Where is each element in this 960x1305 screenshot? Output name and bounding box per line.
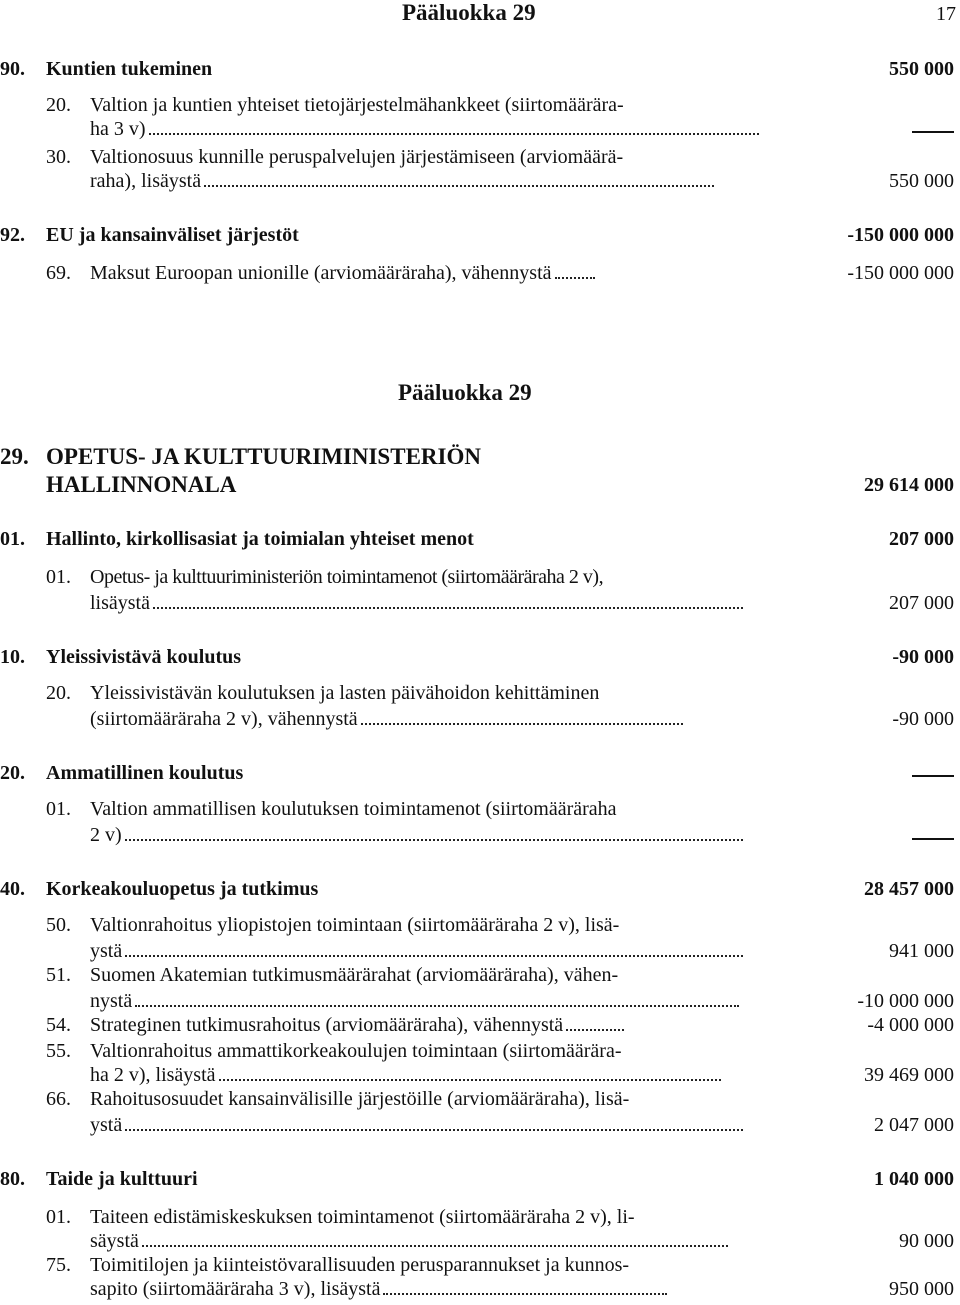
item-number: 01. — [46, 798, 71, 820]
section-80-title: Taide ja kulttuuri — [46, 1168, 198, 1190]
section-40-amount: 28 457 000 — [864, 878, 954, 900]
section-20-title: Ammatillinen koulutus — [46, 762, 244, 784]
item-amount: 2 047 000 — [874, 1114, 954, 1136]
dot-leader — [555, 276, 595, 279]
ministry-title-line2: HALLINNONALA — [46, 472, 237, 497]
item-number: 51. — [46, 964, 71, 986]
section-01-title: Hallinto, kirkollisasiat ja toimialan yhteiset menot — [46, 528, 474, 550]
item-amount: 550 000 — [889, 170, 954, 192]
section-90-title: Kuntien tukeminen — [46, 58, 213, 80]
ministry-title-line1: OPETUS- JA KULTTUURIMINISTERIÖN — [46, 444, 481, 469]
section-10-amount: -90 000 — [892, 646, 954, 668]
item-amount: -90 000 — [892, 708, 954, 730]
item-text-line1: Suomen Akatemian tutkimusmäärärahat (arviomääräraha), vähen- — [90, 964, 619, 986]
dot-leader — [219, 1078, 721, 1081]
item-text-line2: sapito (siirtomääräraha 3 v), lisäystä — [90, 1278, 667, 1301]
dash-amount — [912, 775, 954, 777]
item-amount: -4 000 000 — [867, 1014, 954, 1036]
item-number: 54. — [46, 1014, 71, 1036]
dot-leader — [361, 722, 683, 725]
item-amount: -10 000 000 — [857, 990, 954, 1012]
section-90-amount: 550 000 — [889, 58, 954, 80]
section-01-number: 01. — [0, 528, 25, 550]
dash-amount — [912, 838, 954, 840]
item-number: 01. — [46, 566, 71, 588]
dot-leader — [125, 1128, 743, 1131]
item-number: 30. — [46, 146, 71, 168]
item-text-line1: Valtionrahoitus yliopistojen toimintaan (siirtomääräraha 2 v), lisä- — [90, 914, 620, 936]
ministry-amount: 29 614 000 — [864, 474, 954, 496]
section-90-number: 90. — [0, 58, 25, 80]
section-40-title: Korkeakouluopetus ja tutkimus — [46, 878, 319, 900]
dot-leader — [149, 132, 759, 135]
section-80-number: 80. — [0, 1168, 25, 1190]
main-title: Pääluokka 29 — [398, 380, 532, 405]
item-number: 69. — [46, 262, 71, 284]
dot-leader — [142, 1244, 728, 1247]
item-text-line2: nystä — [90, 990, 739, 1013]
item-text-line1: Taiteen edistämiskeskuksen toimintamenot (siirtomääräraha 2 v), li- — [90, 1206, 635, 1228]
item-number: 20. — [46, 94, 71, 116]
ministry-number: 29. — [0, 444, 29, 469]
item-amount: 941 000 — [889, 940, 954, 962]
dot-leader — [204, 184, 714, 187]
section-20-number: 20. — [0, 762, 25, 784]
item-number: 01. — [46, 1206, 71, 1228]
item-text-line2: ystä — [90, 1114, 743, 1137]
section-10-number: 10. — [0, 646, 25, 668]
item-text-line1: Strateginen tutkimusrahoitus (arviomääräraha), vähennystä — [90, 1014, 624, 1037]
item-number: 75. — [46, 1254, 71, 1276]
section-10-title: Yleissivistävä koulutus — [46, 646, 242, 668]
dot-leader — [135, 1004, 739, 1007]
item-amount: 90 000 — [899, 1230, 954, 1252]
item-text-line1: Rahoitusosuudet kansainvälisille järjestöille (arviomääräraha), lisä- — [90, 1088, 630, 1110]
page-header-title: Pääluokka 29 — [402, 0, 536, 25]
item-amount: -150 000 000 — [847, 262, 954, 284]
section-40-number: 40. — [0, 878, 25, 900]
section-92-title: EU ja kansainväliset järjestöt — [46, 224, 299, 246]
item-number: 20. — [46, 682, 71, 704]
item-text-line1: Valtion ja kuntien yhteiset tietojärjestelmähankkeet (siirtomäärära- — [90, 94, 624, 116]
item-amount: 207 000 — [889, 592, 954, 614]
dot-leader — [566, 1028, 624, 1031]
dot-leader — [153, 606, 743, 609]
item-text-line2: lisäystä — [90, 592, 743, 615]
page-number: 17 — [936, 3, 956, 25]
item-amount: 950 000 — [889, 1278, 954, 1300]
section-80-amount: 1 040 000 — [874, 1168, 954, 1190]
dot-leader — [383, 1292, 667, 1295]
item-text-line1: Valtionosuus kunnille peruspalvelujen järjestämiseen (arviomäärä- — [90, 146, 624, 168]
item-text-line2: (siirtomääräraha 2 v), vähennystä — [90, 708, 683, 731]
item-text-line2: ystä — [90, 940, 743, 963]
item-text-line1: Opetus- ja kulttuuriministeriön toimintamenot (siirtomääräraha 2 v), — [90, 566, 604, 588]
item-number: 50. — [46, 914, 71, 936]
section-92-number: 92. — [0, 224, 25, 246]
item-text-line2: raha), lisäystä — [90, 170, 714, 193]
item-text-line1: Valtion ammatillisen koulutuksen toimintamenot (siirtomääräraha — [90, 798, 617, 820]
section-01-amount: 207 000 — [889, 528, 954, 550]
item-number: 66. — [46, 1088, 71, 1110]
item-text-line2: 2 v) — [90, 824, 743, 847]
item-amount: 39 469 000 — [864, 1064, 954, 1086]
item-text-line2: ha 3 v) — [90, 118, 759, 141]
dot-leader — [125, 954, 743, 957]
dot-leader — [125, 838, 743, 841]
dash-amount — [912, 131, 954, 133]
item-text-line2: ha 2 v), lisäystä — [90, 1064, 721, 1087]
item-number: 55. — [46, 1040, 71, 1062]
item-text-line1: Toimitilojen ja kiinteistövarallisuuden perusparannukset ja kunnos- — [90, 1254, 630, 1276]
item-text-line2: säystä — [90, 1230, 728, 1253]
section-92-amount: -150 000 000 — [847, 224, 954, 246]
item-text-line1: Valtionrahoitus ammattikorkeakoulujen toimintaan (siirtomäärära- — [90, 1040, 622, 1062]
item-text-line1: Yleissivistävän koulutuksen ja lasten päivähoidon kehittäminen — [90, 682, 600, 704]
item-text-line1: Maksut Euroopan unionille (arviomääräraha), vähennystä — [90, 262, 595, 285]
